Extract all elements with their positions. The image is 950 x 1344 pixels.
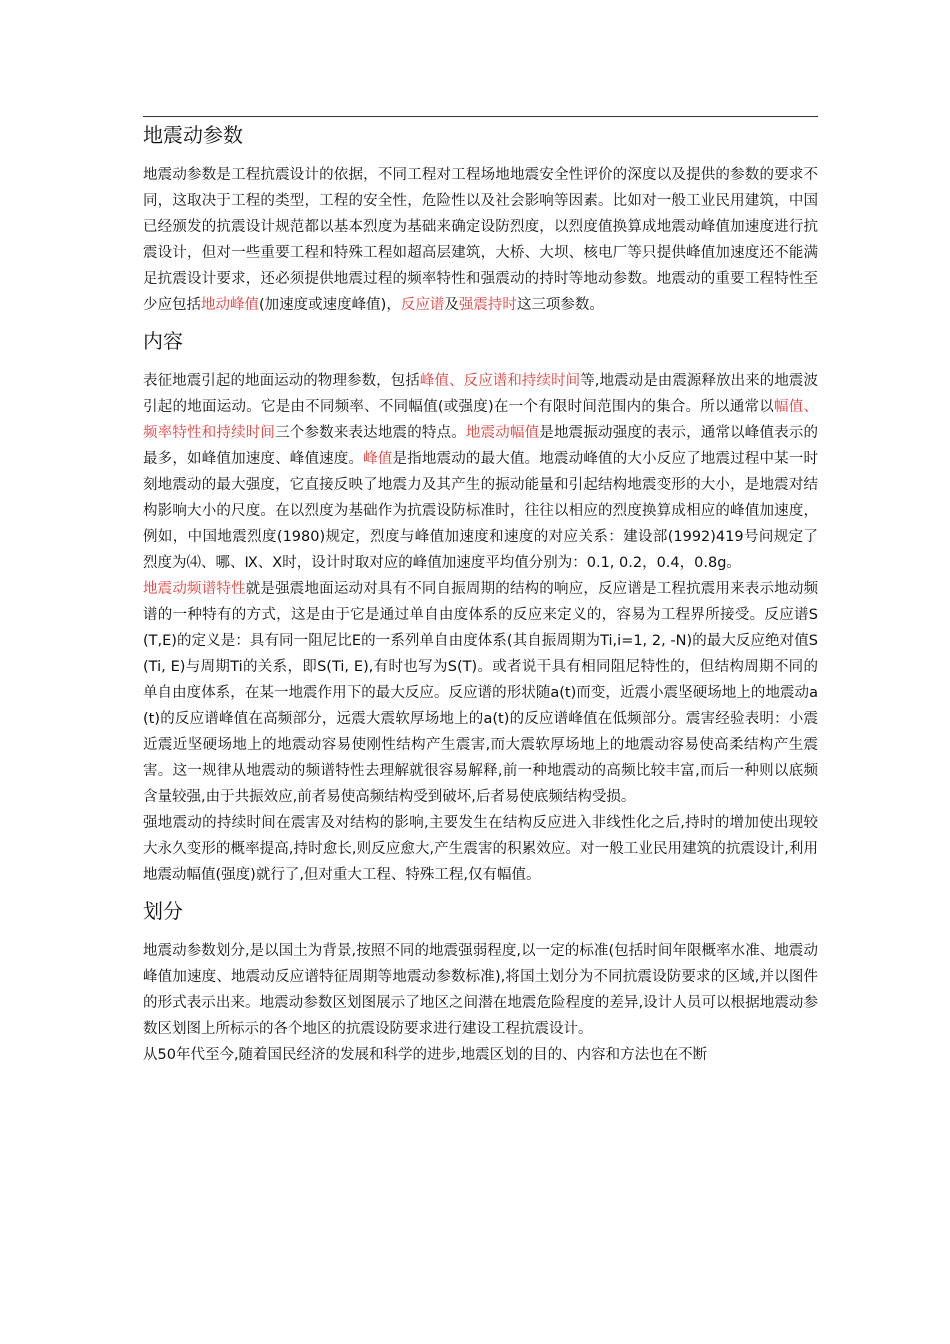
paragraph-params-intro bbox=[143, 162, 818, 318]
document-body bbox=[143, 116, 818, 1068]
text-span: 是指地震动的最大值。地震动峰值的大小反应了地震过程中某一时刻地震动的最大强度，它直接反映了地震力及其产生的振动能量和引起结构地震变形的大小，是地震对结构影响大小的尺度。在以烈度为基础作为抗震设防标准时，往往以相应的烈度换算成相应的峰值加速度，例如，中国地震烈度(1980)规定，烈度与峰值加速度和速度的对应关系：建设部(1992)419号问规定了烈度为⑷、哪、Ⅸ、Ⅹ时，设计时取对应的峰值加速度平均值分别为：0.1, 0.2，0.4，0.8g。 bbox=[143, 451, 819, 571]
highlight-text: 地震动幅值 bbox=[465, 425, 540, 441]
text-span: 是地震振动强度的表示，通常以峰值表示的最多，如峰值加速度、峰值速度。 bbox=[143, 425, 819, 467]
text-span: 等,地震动是由震源释放出来的地震波引起的地面运动。它是由不同频率、不同幅值(或强度)在一个有限时间范围内的集合。所以通常以 bbox=[143, 373, 819, 415]
heading-seismic-parameters: 地震动参数 bbox=[143, 123, 243, 147]
paragraph-division-1: 地震动参数划分,是以国土为背景,按照不同的地震强弱程度,以一定的标准(包括时间年限概率水准、地震动峰值加速度、地震动反应谱特征周期等地震动参数标准),将国土划分为不同抗震设防要求的区域,并以图件的形式表示出来。地震动参数区划图展示了地区之间潜在地震危险程度的差异,设计人员可以根据地震动参数区划图上所标示的各个地区的抗震设防要求进行建设工程抗震设计。 bbox=[143, 943, 818, 1037]
text-span: 就是强震地面运动对具有不同自振周期的结构的响应，反应谱是工程抗震用来表示地动频谱的一种特有的方式，这是由于它是通过单自由度体系的反应来定义的，容易为工程界所接受。反应谱S(T,E)的定义是：具有同一阻尼比E的一系列单自由度体系(其自振周期为Ti,i=1, 2, -N)的最大反应绝对值S(Ti, E)与周期Ti的关系，即S(Ti, E),有时也写为S(T)。或者说干具有相同阻尼特性的，但结构周期不同的单自由度体系，在某一地震作用下的最大反应。反应谱的形状随a(t)而变，近震小震坚硬场地上的地震动a(t)的反应谱峰值在高频部分，远震大震软厚场地上的a(t)的反应谱峰值在低频部分。震害经验表明：小震近震近坚硬场地上的地震动容易使刚性结构产生震害,而大震软厚场地上的地震动容易使高柔结构产生震害。这一规律从地震动的频谱特性去理解就很容易解释,前一种地震动的高频比较丰富,而后一种则以底频含量较强,由于共振效应,前者易使高频结构受到破坏,后者易使底频结构受损。 bbox=[143, 581, 819, 805]
text-span: (加速度或速度峰值)， bbox=[259, 297, 401, 313]
paragraph-content-1 bbox=[143, 368, 818, 576]
highlight-response-spectrum: 反应谱 bbox=[400, 297, 445, 313]
paragraph-content-3: 强地震动的持续时间在震害及对结构的影响,主要发生在结构反应进入非线性化之后,持时的增加使出现较大永久变形的概率提高,持时愈长,则反应愈大,产生震害的积累效应。对一般工业民用建筑的抗震设计,利用地震动幅值(强度)就行了,但对重大工程、特殊工程,仅有幅值。 bbox=[143, 815, 818, 883]
text-span: 三个参数来表达地震的特点。 bbox=[275, 425, 466, 441]
highlight-duration: 强震持时 bbox=[458, 297, 517, 313]
text-span: 及 bbox=[444, 297, 459, 313]
highlight-text: 地震动频谱特性 bbox=[143, 581, 246, 597]
highlight-peak: 地动峰值 bbox=[201, 297, 259, 313]
highlight-text: 幅值、频率特性和持续时间 bbox=[143, 399, 819, 441]
highlight-text: 峰值 bbox=[363, 451, 393, 467]
paragraph-content-2 bbox=[143, 576, 818, 810]
heading-content: 内容 bbox=[143, 329, 183, 353]
text-span: 这三项参数。 bbox=[516, 297, 604, 313]
highlight-text: 峰值、反应谱和持续时间 bbox=[419, 373, 581, 389]
heading-division: 划分 bbox=[143, 899, 183, 923]
text-span: 表征地震引起的地面运动的物理参数，包括 bbox=[143, 373, 420, 389]
paragraph-division-2: 从50年代至今,随着国民经济的发展和科学的进步,地震区划的目的、内容和方法也在不断 bbox=[143, 1047, 708, 1063]
text-span: 地震动参数是工程抗震设计的依据，不同工程对工程场地地震安全性评价的深度以及提供的参数的要求不同，这取决于工程的类型，工程的安全性，危险性以及社会影响等因素。比如对一般工业民用建筑，中国已经颁发的抗震设计规范都以基本烈度为基础来确定设防烈度，以烈度值换算成地震动峰值加速度进行抗震设计，但对一些重要工程和特殊工程如超高层建筑，大桥、大坝、核电厂等只提供峰值加速度还不能满足抗震设计要求，还必须提供地震过程的频率特性和强震动的持时等地动参数。地震动的重要工程特性至少应包括 bbox=[143, 167, 818, 313]
